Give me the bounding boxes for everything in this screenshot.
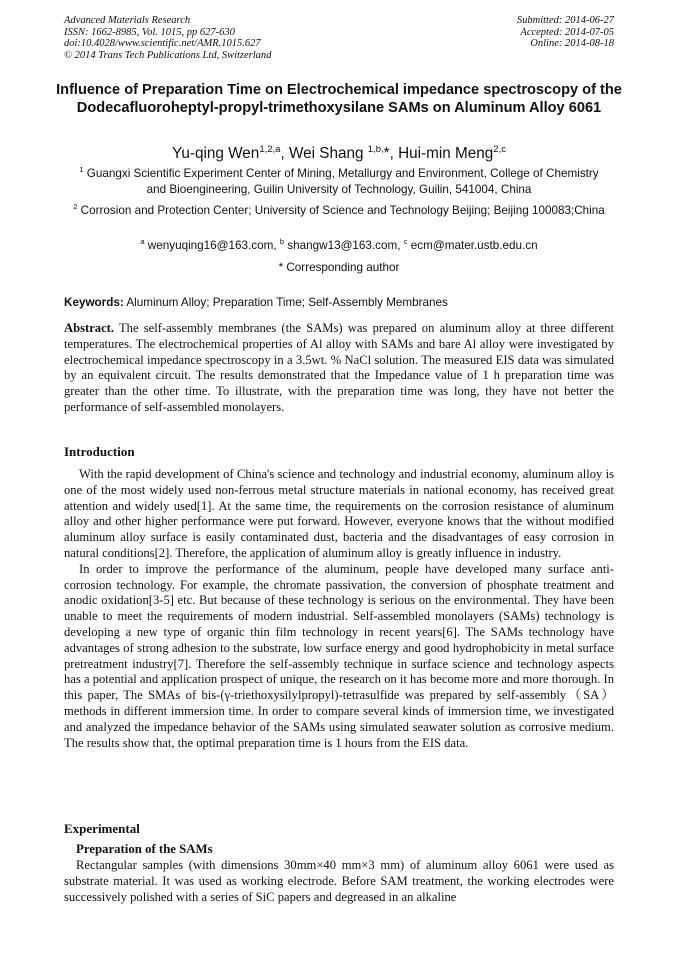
paragraph: In order to improve the performance of the aluminum, people have developed many surface anti-corrosion technology. For example, the chromate passivation, the conversion of phosphate treatment and anodic oxidation[3-5] etc. But because of these technology is serious on the environmental. They have been unable to meet the requirements of modern industrial. Self-assembled monolayers (SAMs) technology is developing a new type of organic thin film technology in recent years[6]. The SAMs technology have advantages of strong adhesion to the substrate, low surface energy and good hydrophobicity in metal surface pretreatment industry[7]. Therefore the self-assembly technique in surface science and technology aspects has a potential and application prospect of unique, the research on it has become more and more thorough. In this paper, The SMAs of bis-(γ-triethoxysilylpropyl)-tetrasulfide was prepared by self-assembly（SA） methods in different immersion time. In order to compare several kinds of immersion time, we investigated and analyzed the impedance behavior of the SAMs using simulated seawater solution as corrosive medium. The results show that, the optimal preparation time is 1 hours from the EIS data. [64,561,614,750]
introduction-body [64,467,614,751]
paragraph: With the rapid development of China's science and technology and industrial economy, aluminum alloy is one of the most widely used non-ferrous metal structure materials in national economy, has received great attention and widely used[1]. At the same time, the requirements on the corrosion resistance of aluminum alloy and other higher performance were put forward. However, everyone knows that the without modified aluminum alloy surface is easily contaminated dust, bacteria and the disadvantages of easy corrosion in natural conditions[2]. Therefore, the application of aluminum alloy is greatly influence in industry. [64,467,614,560]
paper-title: Influence of Preparation Time on Electrochemical impedance spectroscopy of the Dodecafluoroheptyl-propyl-trimethoxysilane SAMs on Aluminum Alloy 6061 [56,82,622,116]
abstract-label: Abstract. [64,321,115,335]
author-list [40,141,638,163]
journal-name: Advanced Materials Research [64,15,191,26]
author-emails [70,238,608,254]
preparation-subheading: Preparation of the SAMs [76,842,213,856]
online-date: Online: 2014-08-18 [530,38,614,49]
abstract-text: The self-assembly membranes (the SAMs) was prepared on aluminum alloy at three different temperatures. The electrochemical properties of Al alloy with SAMs and bare Al alloy were investigated by electrochemical impedance spectroscopy in a 3.5wt. % NaCl solution. The measured EIS data was simulated by an equivalent circuit. The results demonstrated that the Impedance value of 1 h preparation time was greater than the other time. To illustrate, with the preparation time was long, they have not better the performance of self-assembled monolayers. [64,321,614,414]
accepted-date: Accepted: 2014-07-05 [520,26,614,38]
email-a: $^a$ wenyuqing16@163.com, [140,237,280,252]
preparation-body [64,858,614,905]
keywords-text: Aluminum Alloy; Preparation Time; Self-Assembly Membranes [126,296,448,309]
journal-copyright: © 2014 Trans Tech Publications Ltd, Switzerland [64,49,272,61]
corresponding-author-note: * Corresponding author [278,261,400,274]
keywords [64,295,614,310]
journal-doi: doi:10.4028/www.scientific.net/AMR.1015.627 [64,38,261,49]
keywords-label: Keywords: [64,296,124,309]
author: Wei Shang $^{1,b,}$*, [288,144,399,163]
abstract [64,321,614,416]
email-c: $^c$ ecm@mater.ustb.edu.cn [403,237,538,252]
experimental-heading: Experimental [64,821,140,836]
affiliation-2: $^2$ Corrosion and Protection Center; University of Science and Technology Beijing; Beijing 100083;China [73,202,605,217]
author: Hui-min Meng$^{2,c}$ [398,144,506,163]
journal-issn: ISSN: 1662-8985, Vol. 1015, pp 627-630 [64,26,235,38]
journal-header-info [64,15,271,61]
paragraph: Rectangular samples (with dimensions 30mm×40 mm×3 mm) of aluminum alloy 6061 were used as substrate material. It was used as working electrode. Before SAM treatment, the working electrodes were successively polished with a series of SiC papers and degreased in an alkaline [64,858,614,904]
submitted-date: Submitted: 2014-06-27 [516,15,614,26]
introduction-heading: Introduction [64,444,135,459]
author: Yu-qing Wen$^{1,2,a}$, [172,144,289,163]
email-b: $^b$ shangw13@163.com, [279,237,404,252]
publication-dates [517,15,614,50]
affiliation-1: $^1$ Guangxi Scientific Experiment Center of Mining, Metallurgy and Environment, College of Chemistry and Bioengineering, Guilin University of Technology, Guilin, 541004, China [79,165,599,196]
